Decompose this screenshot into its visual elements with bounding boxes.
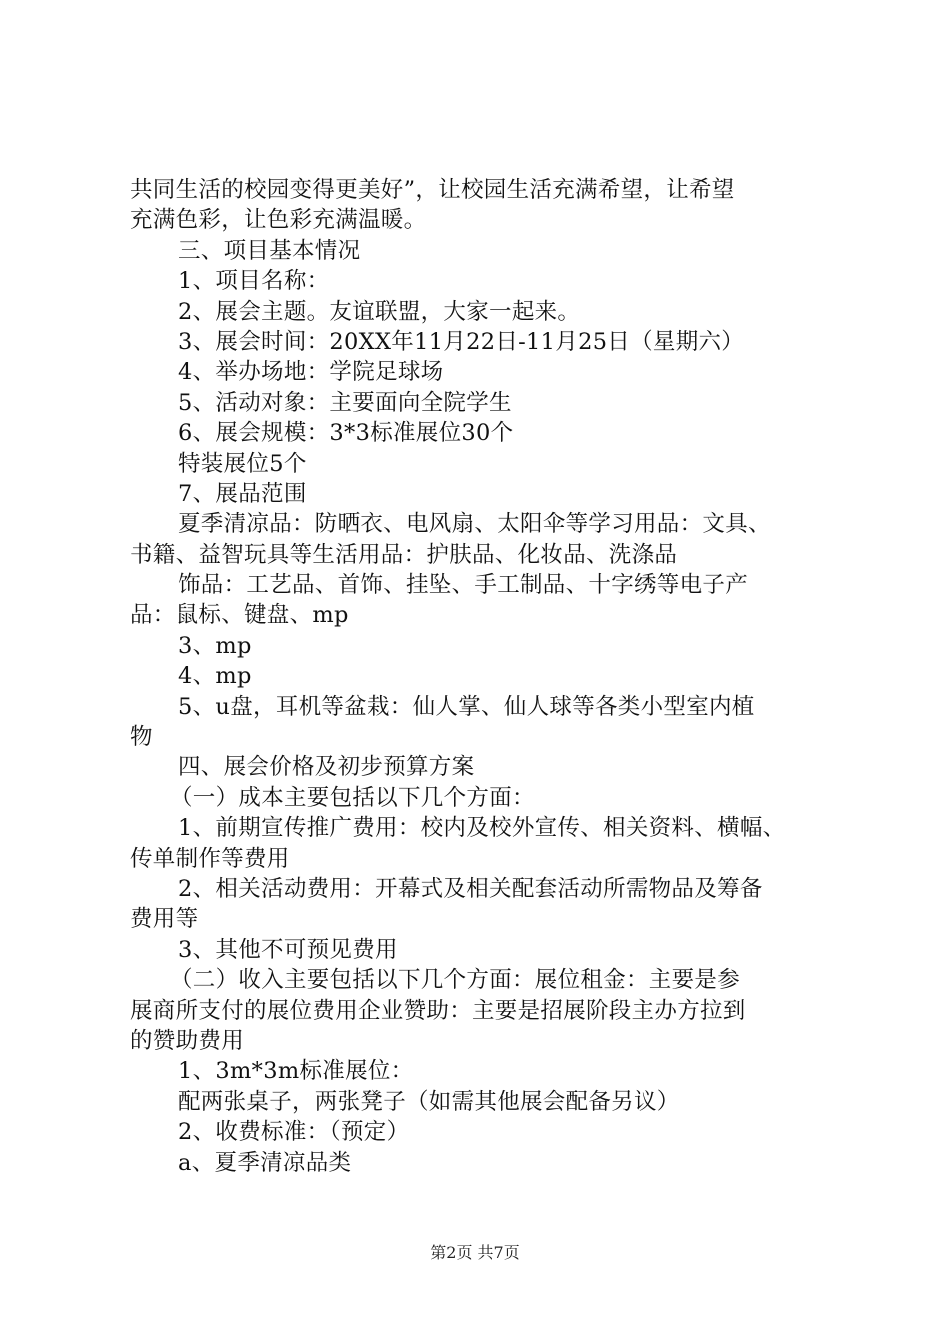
paragraph-line: 特装展位5个 bbox=[178, 450, 307, 477]
list-item: 3、其他不可预见费用 bbox=[178, 936, 398, 963]
list-item: 6、展会规模：3*3标准展位30个 bbox=[178, 420, 514, 447]
list-item: 2、收费标准：（预定） bbox=[178, 1119, 410, 1146]
subsection-heading: （二）收入主要包括以下几个方面：展位租金：主要是参 bbox=[170, 967, 741, 994]
list-item: 1、前期宣传推广费用：校内及校外宣传、相关资料、横幅、 bbox=[178, 815, 786, 842]
document-body bbox=[130, 175, 850, 1178]
section-heading: 四、展会价格及初步预算方案 bbox=[178, 754, 475, 781]
paragraph-line: 书籍、益智玩具等生活用品：护肤品、化妆品、洗涤品 bbox=[130, 541, 678, 568]
paragraph-line: 物 bbox=[130, 724, 153, 751]
paragraph-line: 配两张桌子，两张凳子（如需其他展会配备另议） bbox=[178, 1088, 680, 1115]
subsection-heading: （一）成本主要包括以下几个方面： bbox=[170, 784, 535, 811]
paragraph-line: 费用等 bbox=[130, 906, 199, 933]
paragraph-line: 品：鼠标、键盘、mp bbox=[130, 602, 349, 629]
list-item: a、夏季清凉品类 bbox=[178, 1149, 352, 1176]
paragraph-line: 饰品：工艺品、首饰、挂坠、手工制品、十字绣等电子产 bbox=[178, 572, 749, 599]
list-item: 3、mp bbox=[178, 632, 252, 659]
list-item: 3、展会时间：20XX年11月22日-11月25日（星期六） bbox=[178, 328, 745, 355]
page-number-footer: 第2页 共7页 bbox=[430, 1243, 520, 1262]
section-heading: 三、项目基本情况 bbox=[178, 237, 361, 264]
list-item: 1、3m*3m标准展位： bbox=[178, 1058, 414, 1085]
list-item: 7、展品范围 bbox=[178, 480, 307, 507]
list-item: 5、活动对象：主要面向全院学生 bbox=[178, 389, 512, 416]
list-item: 2、展会主题。友谊联盟，大家一起来。 bbox=[178, 298, 581, 325]
paragraph-line: 充满色彩，让色彩充满温暖。 bbox=[130, 207, 427, 234]
list-item: 1、项目名称： bbox=[178, 268, 330, 295]
paragraph-line: 传单制作等费用 bbox=[130, 845, 290, 872]
paragraph-line: 展商所支付的展位费用企业赞助：主要是招展阶段主办方拉到 bbox=[130, 997, 746, 1024]
list-item: 4、mp bbox=[178, 663, 252, 690]
paragraph-line: 共同生活的校园变得更美好”，让校园生活充满希望，让希望 bbox=[130, 177, 735, 203]
paragraph-line: 的赞助费用 bbox=[130, 1027, 245, 1054]
paragraph-line: 夏季清凉品：防晒衣、电风扇、太阳伞等学习用品：文具、 bbox=[178, 511, 771, 538]
list-item: 5、u盘，耳机等盆栽：仙人掌、仙人球等各类小型室内植 bbox=[178, 693, 755, 720]
list-item: 4、举办场地：学院足球场 bbox=[178, 359, 444, 386]
list-item: 2、相关活动费用：开幕式及相关配套活动所需物品及筹备 bbox=[178, 875, 763, 902]
